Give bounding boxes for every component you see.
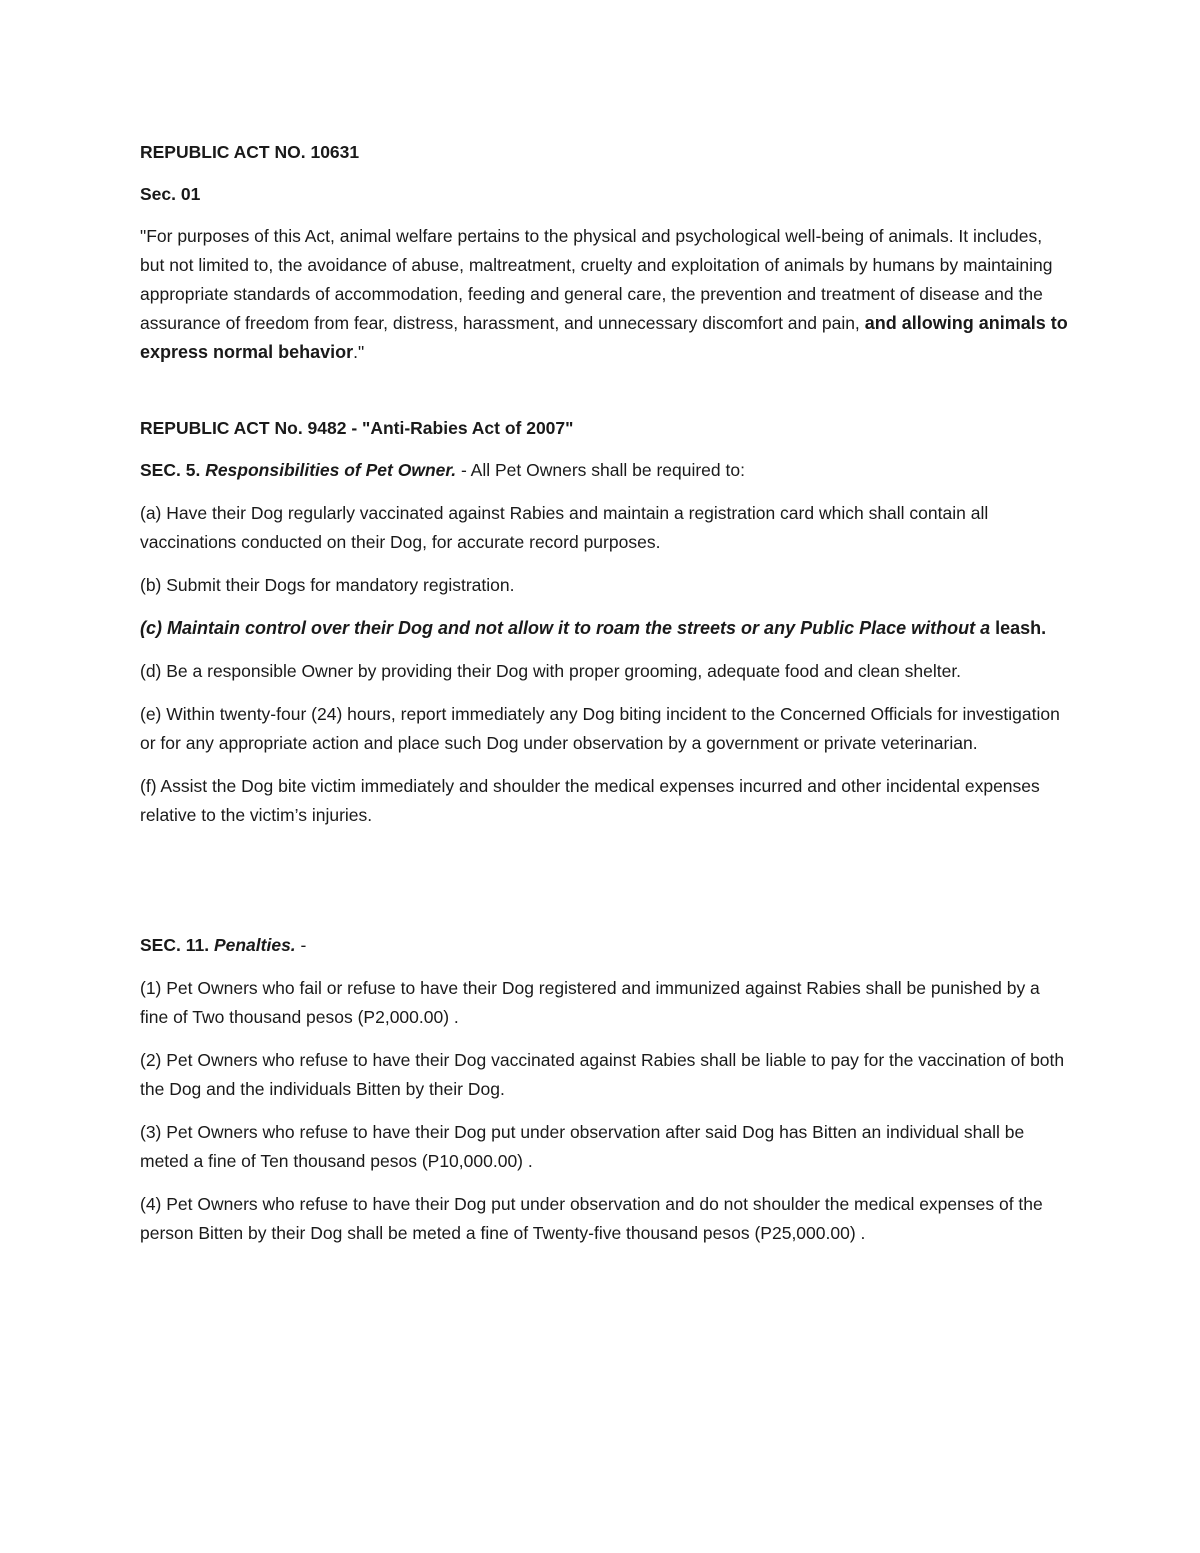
sec5-item-a: (a) Have their Dog regularly vaccinated against Rabies and maintain a registration card which shall contain all vaccinations conducted on their Dog, for accurate record purposes.: [140, 503, 989, 552]
sec5-intro: - All Pet Owners shall be required to:: [456, 460, 745, 480]
penalty-4: (4) Pet Owners who refuse to have their Dog put under observation and do not shoulder the medical expenses of the person Bitten by their Dog shall be meted a fine of Twenty-five thousand pesos (P25,000.00) .: [140, 1194, 1043, 1243]
ra10631-section: Sec. 01: [140, 184, 201, 204]
sec5-item-c-italic: (c) Maintain control over their Dog and not allow it to roam the streets or any Public Place without a: [140, 618, 991, 638]
sec11-number: SEC. 11.: [140, 935, 210, 955]
penalty-1: (1) Pet Owners who fail or refuse to have their Dog registered and immunized against Rabies shall be punished by a fine of Two thousand pesos (P2,000.00) .: [140, 978, 1040, 1027]
sec11-title: Penalties.: [213, 935, 296, 955]
ra10631-title: REPUBLIC ACT NO. 10631: [140, 142, 360, 162]
definition-text: "For purposes of this Act, animal welfare pertains to the physical and psychological well-being of animals. It includes, but not limited to, the avoidance of abuse, maltreatment, cruelty and exploitation of animals by humans by maintaining appropriate standards of accommodation, feeding and general care, the prevention and treatment of disease and the assurance of freedom from fear, distress, harassment, and unnecessary discomfort and pain,: [140, 226, 1053, 333]
ra10631-definition: [140, 222, 1070, 367]
sec5-item-b: (b) Submit their Dogs for mandatory registration.: [140, 575, 515, 595]
ra9482-title: REPUBLIC ACT No. 9482 - "Anti-Rabies Act of 2007": [140, 418, 574, 438]
sec5-heading: [140, 456, 1070, 485]
document-page: [140, 138, 1070, 1248]
sec5-item-f: (f) Assist the Dog bite victim immediately and shoulder the medical expenses incurred and other incidental expenses relative to the victim’s injuries.: [140, 776, 1040, 825]
sec5-item-c: [140, 614, 1070, 643]
penalty-3: (3) Pet Owners who refuse to have their Dog put under observation after said Dog has Bitten an individual shall be meted a fine of Ten thousand pesos (P10,000.00) .: [140, 1122, 1025, 1171]
penalty-2: (2) Pet Owners who refuse to have their Dog vaccinated against Rabies shall be liable to pay for the vaccination of both the Dog and the individuals Bitten by their Dog.: [140, 1050, 1065, 1099]
definition-bold-text: and allowing animals to express normal behavior: [140, 313, 1068, 362]
sec5-item-d: (d) Be a responsible Owner by providing their Dog with proper grooming, adequate food and clean shelter.: [140, 661, 962, 681]
definition-end: .": [353, 342, 365, 362]
sec5-title: Responsibilities of Pet Owner.: [205, 460, 457, 480]
sec11-dash: -: [295, 935, 307, 955]
sec5-item-c-tail: leash.: [995, 618, 1047, 638]
sec11-heading: [140, 931, 1070, 960]
sec5-item-e: (e) Within twenty-four (24) hours, report immediately any Dog biting incident to the Concerned Officials for investigation or for any appropriate action and place such Dog under observation by a government or private veterinarian.: [140, 704, 1060, 753]
sec5-number: SEC. 5.: [140, 460, 201, 480]
